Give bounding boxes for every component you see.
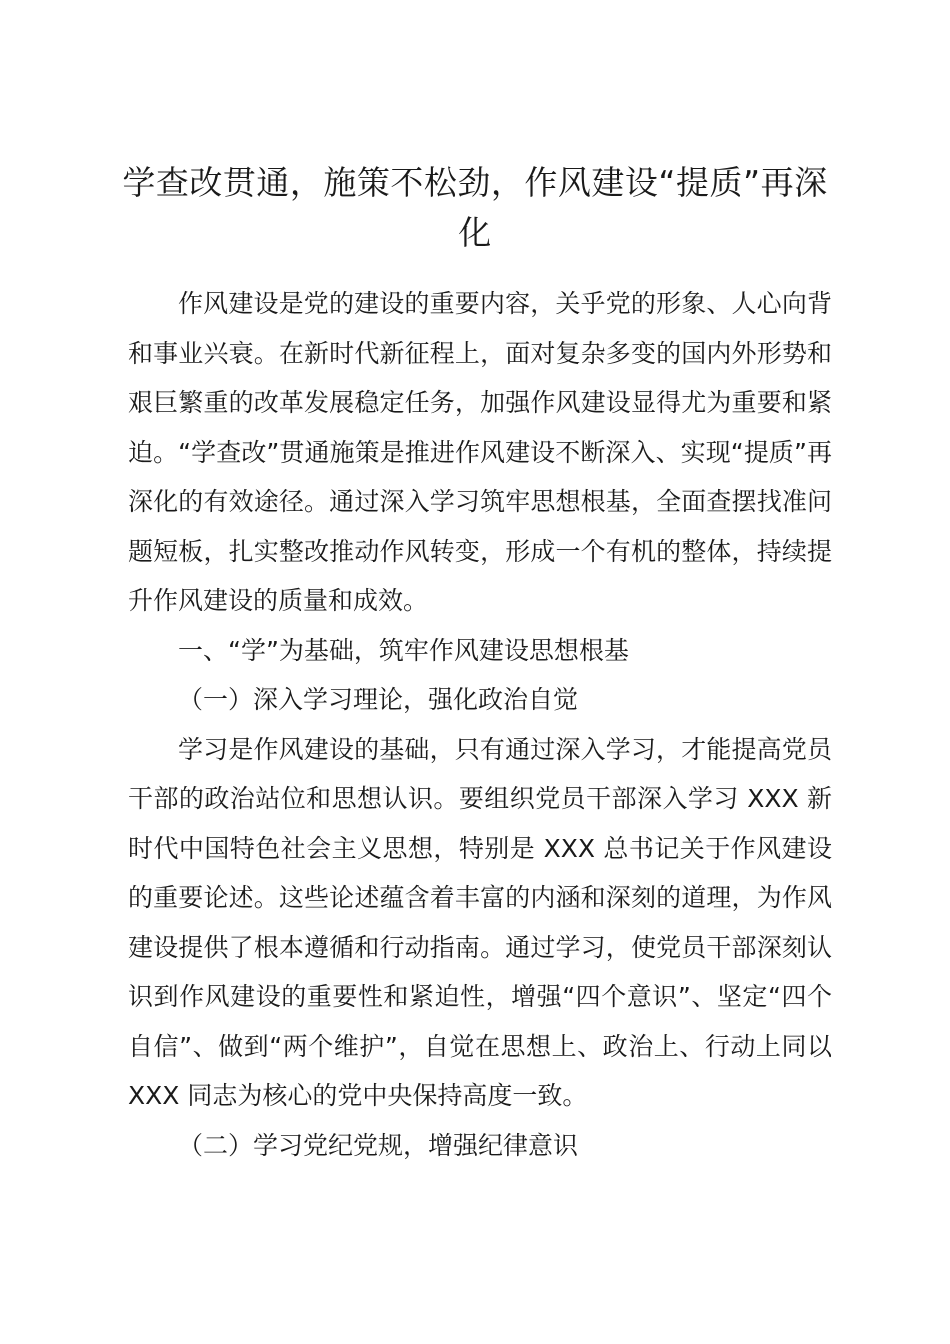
document-body	[128, 279, 832, 1170]
document-title: 学查改贯通，施策不松劲，作风建设“提质”再深化	[122, 163, 828, 252]
subsection-heading-2: （二）学习党纪党规，增强纪律意识	[178, 1130, 579, 1160]
intro-paragraph: 作风建设是党的建设的重要内容，关乎党的形象、人心向背和事业兴衰。在新时代新征程上，面对复杂多变的国内外形势和艰巨繁重的改革发展稳定任务，加强作风建设显得尤为重要和紧迫。“学查改”贯通施策是推进作风建设不断深入、实现“提质”再深化的有效途径。通过深入学习筑牢思想根基，全面查摆找准问题短板，扎实整改推动作风转变，形成一个有机的整体，持续提升作风建设的质量和成效。	[128, 289, 832, 615]
section-heading-1: 一、“学”为基础，筑牢作风建设思想根基	[178, 635, 629, 665]
body-paragraph-1: 学习是作风建设的基础，只有通过深入学习，才能提高党员干部的政治站位和思想认识。要组织党员干部深入学习 XXX 新时代中国特色社会主义思想，特别是 XXX 总书记关于作风建设的重要论述。这些论述蕴含着丰富的内涵和深刻的道理，为作风建设提供了根本遵循和行动指南。通过学习，使党员干部深刻认识到作风建设的重要性和紧迫性，增强“四个意识”、坚定“四个自信”、做到“两个维护”，自觉在思想上、政治上、行动上同以 XXX 同志为核心的党中央保持高度一致。	[128, 734, 832, 1110]
subsection-heading-1: （一）深入学习理论，强化政治自觉	[178, 685, 579, 714]
